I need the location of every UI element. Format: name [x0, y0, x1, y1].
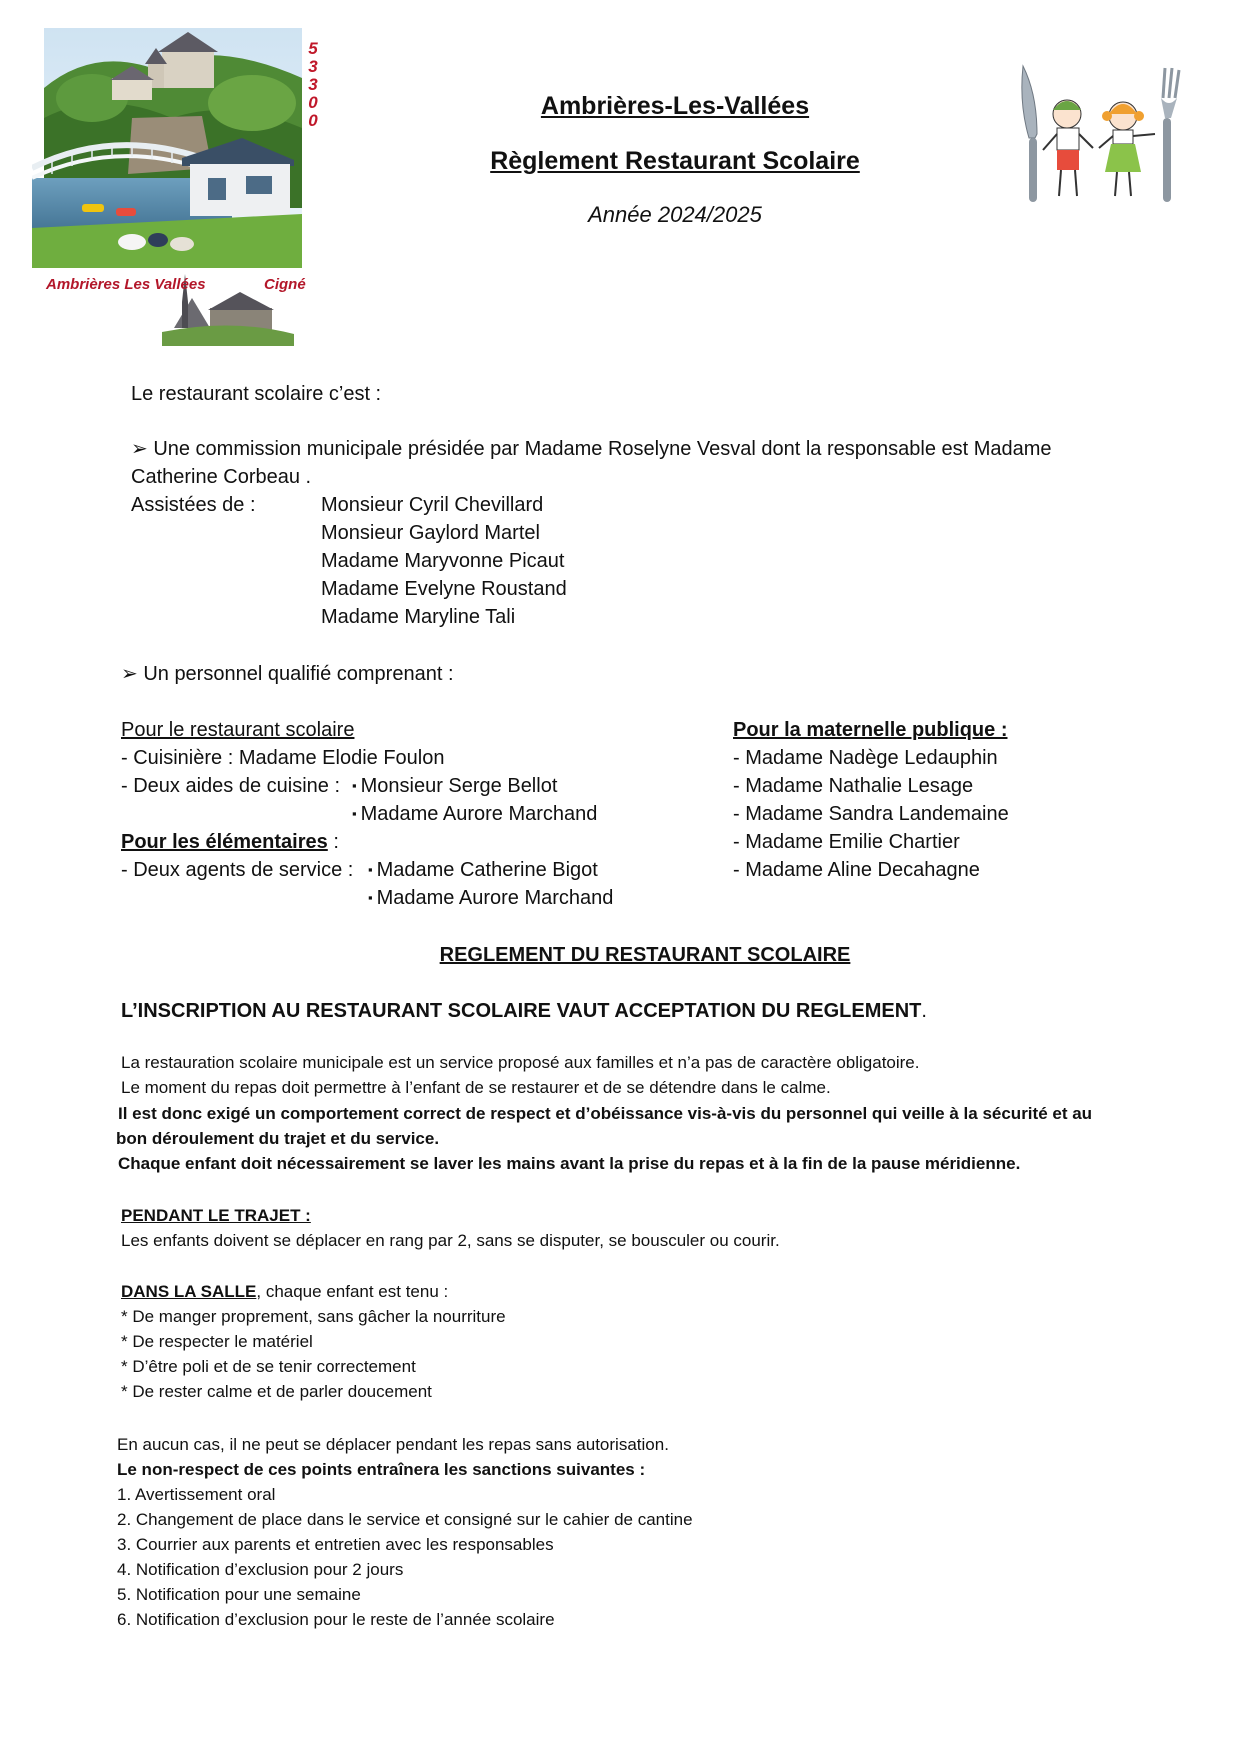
kitchen-aides-list — [352, 772, 597, 828]
kitchen-aides-label: - Deux aides de cuisine : — [121, 775, 341, 797]
square-bullet-icon: ▪ — [352, 778, 357, 793]
restaurant-staff-heading-text: Pour le restaurant scolaire — [121, 719, 355, 741]
no-move-rule: En aucun cas, il ne peut se déplacer pendant les repas sans autorisation. — [117, 1435, 669, 1454]
town-name: Ambrières-Les-Vallées — [540, 92, 810, 120]
kitchen-aide-name: Madame Aurore Marchand — [360, 803, 598, 825]
assistant-name: Madame Evelyne Roustand — [321, 578, 567, 600]
behaviour-requirement — [118, 1101, 1198, 1176]
commission-line: Catherine Corbeau . — [131, 466, 312, 488]
service-agent — [368, 884, 613, 912]
town-logo-image — [32, 28, 324, 350]
kitchen-aide — [352, 772, 597, 800]
rules-heading: REGLEMENT DU RESTAURANT SCOLAIRE — [439, 944, 851, 966]
salle-rule: * De manger proprement, sans gâcher la nourriture — [121, 1307, 506, 1326]
assistant-name: Madame Maryvonne Picaut — [321, 550, 565, 572]
service-agents-list — [368, 856, 613, 912]
square-bullet-icon: ▪ — [352, 806, 357, 821]
logo-caption-town: Ambrières Les Vallées — [46, 276, 206, 293]
logo-caption-village: Cigné — [264, 276, 306, 293]
general-paragraphs — [121, 1050, 1181, 1100]
paragraph: La restauration scolaire municipale est un service proposé aux familles et n’a pas de caractère obligatoire. — [121, 1053, 920, 1072]
maternelle-staff-member: - Madame Sandra Landemaine — [733, 803, 1009, 825]
acceptance-text: L’INSCRIPTION AU RESTAURANT SCOLAIRE VAUT ACCEPTATION DU REGLEMENT — [121, 1000, 922, 1022]
service-agent-name: Madame Catherine Bigot — [376, 859, 598, 881]
postcode-digit: 0 — [308, 111, 318, 130]
bold-paragraph-line: Chaque enfant doit nécessairement se laver les mains avant la prise du repas et à la fin de la pause méridienne. — [118, 1154, 1021, 1173]
school-year: Année 2024/2025 — [588, 202, 762, 227]
salle-heading: DANS LA SALLE — [121, 1282, 257, 1301]
maternelle-staff-member: - Madame Emilie Chartier — [733, 831, 960, 853]
salle-rule: * De rester calme et de parler doucement — [121, 1382, 432, 1401]
sanction-item: 4. Notification d’exclusion pour 2 jours — [117, 1560, 404, 1579]
commission-line: ➢ Une commission municipale présidée par Madame Roselyne Vesval dont la responsable est Madame — [131, 438, 1052, 460]
staff-lead: ➢ Un personnel qualifié comprenant : — [121, 663, 454, 685]
assistant-name: Monsieur Gaylord Martel — [321, 522, 540, 544]
assisted-label: Assistées de : — [131, 494, 256, 516]
assistants-list — [321, 491, 567, 631]
service-agent — [368, 856, 613, 884]
intro-lead: Le restaurant scolaire c’est : — [131, 383, 382, 405]
service-agents-label: - Deux agents de service : — [121, 859, 354, 881]
postcode-digit: 3 — [308, 75, 318, 94]
elementary-heading-colon: : — [327, 831, 339, 853]
assistant-name: Madame Maryline Tali — [321, 606, 516, 628]
postcode-digit: 5 — [308, 39, 318, 58]
maternelle-staff-block — [733, 716, 1009, 884]
maternelle-heading: Pour la maternelle publique : — [733, 719, 1008, 741]
commission-block — [131, 435, 1131, 491]
acceptance-dot: . — [921, 1000, 927, 1022]
maternelle-staff-member: - Madame Nadège Ledauphin — [733, 747, 998, 769]
document-title: Règlement Restaurant Scolaire — [490, 147, 860, 175]
bold-paragraph-line: bon déroulement du trajet et du service. — [116, 1129, 440, 1148]
cook-line: - Cuisinière : Madame Elodie Foulon — [121, 747, 445, 769]
sanction-item: 2. Changement de place dans le service et consigné sur le cahier de cantine — [117, 1510, 693, 1529]
square-bullet-icon: ▪ — [368, 890, 373, 905]
salle-section — [121, 1279, 1181, 1404]
sanction-item: 5. Notification pour une semaine — [117, 1585, 361, 1604]
sanctions-lead: Le non-respect de ces points entraînera les sanctions suivantes : — [117, 1460, 646, 1479]
elementary-staff-heading — [121, 828, 339, 856]
restaurant-staff-heading — [121, 716, 354, 744]
sanctions-section — [117, 1432, 1177, 1632]
paragraph: Le moment du repas doit permettre à l’enfant de se restaurer et de se détendre dans le calme. — [121, 1078, 831, 1097]
trajet-text: Les enfants doivent se déplacer en rang par 2, sans se disputer, se bousculer ou courir. — [121, 1231, 780, 1250]
bold-paragraph-line: Il est donc exigé un comportement correct de respect et d’obéissance vis-à-vis du personnel qui veille à la sécurité et au — [118, 1104, 1093, 1123]
cutlery-kids-illustration — [1015, 64, 1187, 204]
trajet-heading: PENDANT LE TRAJET : — [121, 1206, 311, 1225]
kitchen-aide — [352, 800, 597, 828]
sanction-item: 3. Courrier aux parents et entretien avec les responsables — [117, 1535, 554, 1554]
elementary-heading-text: Pour les élémentaires — [121, 831, 328, 853]
kitchen-aide-name: Monsieur Serge Bellot — [360, 775, 558, 797]
salle-heading-line — [121, 1279, 1181, 1304]
sanction-item: 1. Avertissement oral — [117, 1485, 276, 1504]
maternelle-staff-member: - Madame Nathalie Lesage — [733, 775, 974, 797]
assistant-name: Monsieur Cyril Chevillard — [321, 494, 544, 516]
sanction-item: 6. Notification d’exclusion pour le reste de l’année scolaire — [117, 1610, 555, 1629]
trajet-section — [121, 1203, 1181, 1253]
salle-heading-suffix: , chaque enfant est tenu : — [256, 1282, 449, 1301]
postcode-digit: 0 — [308, 93, 318, 112]
salle-rule: * D’être poli et de se tenir correctement — [121, 1357, 416, 1376]
service-agent-name: Madame Aurore Marchand — [376, 887, 614, 909]
square-bullet-icon: ▪ — [368, 862, 373, 877]
salle-rule: * De respecter le matériel — [121, 1332, 313, 1351]
postcode-digit: 3 — [308, 57, 318, 76]
maternelle-staff-member: - Madame Aline Decahagne — [733, 859, 980, 881]
acceptance-statement — [121, 997, 927, 1025]
